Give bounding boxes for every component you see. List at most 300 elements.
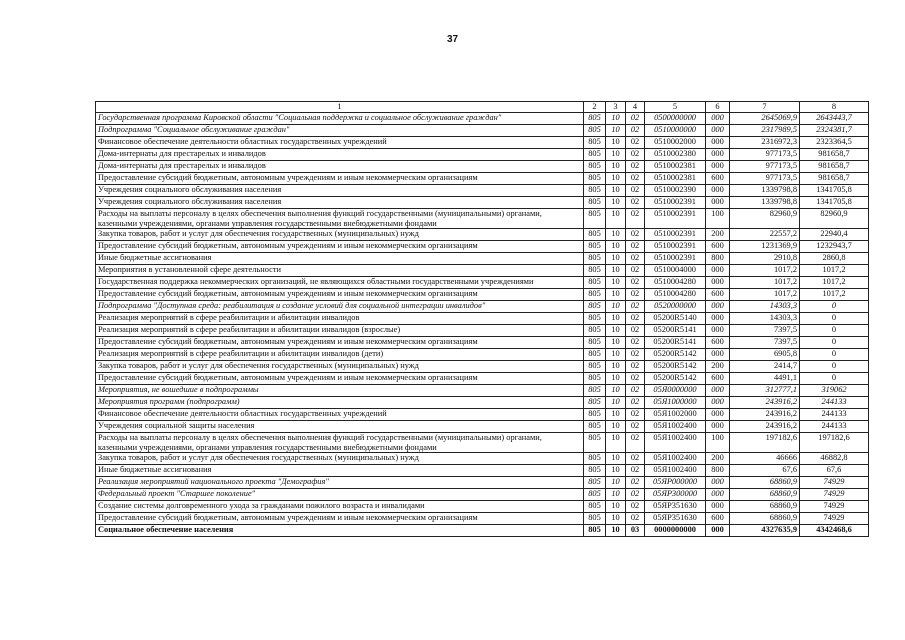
- table-row: [96, 241, 869, 253]
- table-row: [96, 173, 869, 185]
- column-header: 3: [606, 102, 626, 113]
- row-name-cell: Реализация мероприятий в сфере реабилитации и абилитации инвалидов: [96, 313, 584, 325]
- table-row: [96, 385, 869, 397]
- row-name-cell: Финансовое обеспечение деятельности областных государственных учреждений: [96, 409, 584, 421]
- row-name-cell: Предоставление субсидий бюджетным, автономным учреждениям и иным некоммерческим организациям: [96, 241, 584, 253]
- section-code-cell: 10: [606, 477, 626, 489]
- section-code-cell: 10: [606, 125, 626, 137]
- ministry-code-cell: 805: [584, 197, 606, 209]
- section-code-cell: 10: [606, 489, 626, 501]
- expense-type-cell: 100: [706, 209, 730, 229]
- target-article-cell: 0000000000: [645, 525, 706, 537]
- section-code-cell: 10: [606, 241, 626, 253]
- expense-type-cell: 200: [706, 229, 730, 241]
- amount-year2-cell: 2323364,5: [800, 137, 869, 149]
- row-name-cell: Федеральный проект "Старшее поколение": [96, 489, 584, 501]
- subsection-code-cell: 02: [626, 513, 645, 525]
- row-name-cell: Иные бюджетные ассигнования: [96, 253, 584, 265]
- amount-year1-cell: 4327635,9: [730, 525, 800, 537]
- subsection-code-cell: 02: [626, 137, 645, 149]
- target-article-cell: 05ЯP300000: [645, 489, 706, 501]
- subsection-code-cell: 02: [626, 197, 645, 209]
- subsection-code-cell: 02: [626, 161, 645, 173]
- target-article-cell: 0510004280: [645, 289, 706, 301]
- subsection-code-cell: 02: [626, 313, 645, 325]
- budget-table: [95, 101, 869, 537]
- target-article-cell: 05Я1002400: [645, 421, 706, 433]
- amount-year1-cell: 2316972,3: [730, 137, 800, 149]
- amount-year2-cell: 74929: [800, 477, 869, 489]
- ministry-code-cell: 805: [584, 313, 606, 325]
- amount-year1-cell: 977173,5: [730, 149, 800, 161]
- row-name-cell: Реализация мероприятий в сфере реабилитации и абилитации инвалидов (дети): [96, 349, 584, 361]
- amount-year2-cell: 2643443,7: [800, 113, 869, 125]
- subsection-code-cell: 02: [626, 277, 645, 289]
- expense-type-cell: 600: [706, 289, 730, 301]
- expense-type-cell: 000: [706, 265, 730, 277]
- row-name-cell: Дома-интернаты для престарелых и инвалидов: [96, 149, 584, 161]
- row-name-cell: Дома-интернаты для престарелых и инвалидов: [96, 161, 584, 173]
- amount-year2-cell: 1017,2: [800, 289, 869, 301]
- target-article-cell: 0510002381: [645, 173, 706, 185]
- amount-year2-cell: 22940,4: [800, 229, 869, 241]
- expense-type-cell: 000: [706, 277, 730, 289]
- ministry-code-cell: 805: [584, 465, 606, 477]
- table-row: [96, 421, 869, 433]
- table-row: [96, 161, 869, 173]
- expense-type-cell: 000: [706, 421, 730, 433]
- target-article-cell: 05ЯP000000: [645, 477, 706, 489]
- target-article-cell: 05200R5141: [645, 337, 706, 349]
- column-header: 5: [645, 102, 706, 113]
- target-article-cell: 0510002391: [645, 229, 706, 241]
- amount-year2-cell: 4342468,6: [800, 525, 869, 537]
- ministry-code-cell: 805: [584, 173, 606, 185]
- expense-type-cell: 000: [706, 525, 730, 537]
- subsection-code-cell: 02: [626, 421, 645, 433]
- target-article-cell: 05200R5140: [645, 313, 706, 325]
- target-article-cell: 0510002381: [645, 161, 706, 173]
- expense-type-cell: 200: [706, 453, 730, 465]
- amount-year2-cell: 197182,6: [800, 433, 869, 453]
- column-header: 4: [626, 102, 645, 113]
- target-article-cell: 0500000000: [645, 113, 706, 125]
- target-article-cell: 05200R5141: [645, 325, 706, 337]
- row-name-cell: Учреждения социального обслуживания населения: [96, 185, 584, 197]
- row-name-cell: Закупка товаров, работ и услуг для обеспечения государственных (муниципальных) нужд: [96, 361, 584, 373]
- target-article-cell: 0510004000: [645, 265, 706, 277]
- table-row: [96, 197, 869, 209]
- amount-year2-cell: 2324381,7: [800, 125, 869, 137]
- ministry-code-cell: 805: [584, 137, 606, 149]
- expense-type-cell: 600: [706, 337, 730, 349]
- row-name-cell: Подпрограмма "Социальное обслуживание граждан": [96, 125, 584, 137]
- subsection-code-cell: 02: [626, 185, 645, 197]
- amount-year2-cell: 0: [800, 313, 869, 325]
- amount-year2-cell: 1232943,7: [800, 241, 869, 253]
- subsection-code-cell: 02: [626, 301, 645, 313]
- amount-year2-cell: 0: [800, 337, 869, 349]
- subsection-code-cell: 02: [626, 149, 645, 161]
- table-row: [96, 229, 869, 241]
- subsection-code-cell: 03: [626, 525, 645, 537]
- amount-year2-cell: 0: [800, 361, 869, 373]
- section-code-cell: 10: [606, 453, 626, 465]
- amount-year2-cell: 981658,7: [800, 149, 869, 161]
- subsection-code-cell: 02: [626, 349, 645, 361]
- table-row: [96, 113, 869, 125]
- row-name-cell: Социальное обеспечение населения: [96, 525, 584, 537]
- amount-year1-cell: 1339798,8: [730, 197, 800, 209]
- expense-type-cell: 000: [706, 325, 730, 337]
- expense-type-cell: 000: [706, 397, 730, 409]
- amount-year1-cell: 68860,9: [730, 489, 800, 501]
- table-row: [96, 185, 869, 197]
- section-code-cell: 10: [606, 397, 626, 409]
- target-article-cell: 0510002000: [645, 137, 706, 149]
- subsection-code-cell: 02: [626, 113, 645, 125]
- amount-year2-cell: 1341705,8: [800, 197, 869, 209]
- amount-year1-cell: 46666: [730, 453, 800, 465]
- expense-type-cell: 800: [706, 465, 730, 477]
- row-name-cell: Создание системы долговременного ухода за гражданами пожилого возраста и инвалидами: [96, 501, 584, 513]
- amount-year1-cell: 14303,3: [730, 313, 800, 325]
- ministry-code-cell: 805: [584, 229, 606, 241]
- ministry-code-cell: 805: [584, 525, 606, 537]
- amount-year1-cell: 243916,2: [730, 421, 800, 433]
- amount-year2-cell: 82960,9: [800, 209, 869, 229]
- ministry-code-cell: 805: [584, 409, 606, 421]
- expense-type-cell: 000: [706, 477, 730, 489]
- ministry-code-cell: 805: [584, 289, 606, 301]
- subsection-code-cell: 02: [626, 385, 645, 397]
- section-code-cell: 10: [606, 421, 626, 433]
- amount-year2-cell: 981658,7: [800, 161, 869, 173]
- subsection-code-cell: 02: [626, 265, 645, 277]
- expense-type-cell: 000: [706, 113, 730, 125]
- ministry-code-cell: 805: [584, 513, 606, 525]
- amount-year1-cell: 14303,3: [730, 301, 800, 313]
- table-row: [96, 501, 869, 513]
- amount-year1-cell: 67,6: [730, 465, 800, 477]
- row-name-cell: Реализация мероприятий в сфере реабилитации и абилитации инвалидов (взрослые): [96, 325, 584, 337]
- amount-year1-cell: 68860,9: [730, 513, 800, 525]
- subsection-code-cell: 02: [626, 433, 645, 453]
- target-article-cell: 0510002391: [645, 241, 706, 253]
- amount-year2-cell: 244133: [800, 421, 869, 433]
- row-name-cell: Реализация мероприятий национального проекта "Демография": [96, 477, 584, 489]
- amount-year2-cell: 244133: [800, 397, 869, 409]
- amount-year2-cell: 0: [800, 349, 869, 361]
- subsection-code-cell: 02: [626, 409, 645, 421]
- expense-type-cell: 600: [706, 373, 730, 385]
- expense-type-cell: 000: [706, 501, 730, 513]
- ministry-code-cell: 805: [584, 501, 606, 513]
- column-header: 6: [706, 102, 730, 113]
- expense-type-cell: 000: [706, 313, 730, 325]
- section-code-cell: 10: [606, 361, 626, 373]
- amount-year2-cell: 1341705,8: [800, 185, 869, 197]
- expense-type-cell: 000: [706, 149, 730, 161]
- table-row: [96, 397, 869, 409]
- subsection-code-cell: 02: [626, 453, 645, 465]
- section-code-cell: 10: [606, 185, 626, 197]
- ministry-code-cell: 805: [584, 277, 606, 289]
- ministry-code-cell: 805: [584, 397, 606, 409]
- target-article-cell: 05200R5142: [645, 373, 706, 385]
- table-row: [96, 361, 869, 373]
- expense-type-cell: 600: [706, 173, 730, 185]
- section-code-cell: 10: [606, 253, 626, 265]
- expense-type-cell: 600: [706, 241, 730, 253]
- section-code-cell: 10: [606, 265, 626, 277]
- table-row: [96, 349, 869, 361]
- amount-year1-cell: 243916,2: [730, 409, 800, 421]
- target-article-cell: 0510000000: [645, 125, 706, 137]
- amount-year2-cell: 1017,2: [800, 265, 869, 277]
- amount-year2-cell: 74929: [800, 513, 869, 525]
- subsection-code-cell: 02: [626, 253, 645, 265]
- table-row: [96, 433, 869, 453]
- target-article-cell: 05Я1002400: [645, 433, 706, 453]
- subsection-code-cell: 02: [626, 289, 645, 301]
- row-name-cell: Расходы на выплаты персоналу в целях обеспечения выполнения функций государственными (муниципальными) органами, казенными учреждениями, органами управления государственными внебюджетными фондами: [96, 433, 584, 453]
- column-header: 1: [96, 102, 584, 113]
- table-row: [96, 277, 869, 289]
- expense-type-cell: 000: [706, 185, 730, 197]
- amount-year1-cell: 1017,2: [730, 277, 800, 289]
- table-header-row: [96, 102, 869, 113]
- subsection-code-cell: 02: [626, 241, 645, 253]
- ministry-code-cell: 805: [584, 253, 606, 265]
- section-code-cell: 10: [606, 501, 626, 513]
- amount-year2-cell: 0: [800, 301, 869, 313]
- amount-year1-cell: 4491,1: [730, 373, 800, 385]
- section-code-cell: 10: [606, 513, 626, 525]
- table-row: [96, 125, 869, 137]
- section-code-cell: 10: [606, 277, 626, 289]
- amount-year2-cell: 981658,7: [800, 173, 869, 185]
- table-row: [96, 465, 869, 477]
- section-code-cell: 10: [606, 465, 626, 477]
- table-row: [96, 149, 869, 161]
- expense-type-cell: 000: [706, 301, 730, 313]
- section-code-cell: 10: [606, 409, 626, 421]
- table-row: [96, 209, 869, 229]
- amount-year1-cell: 243916,2: [730, 397, 800, 409]
- amount-year1-cell: 2910,8: [730, 253, 800, 265]
- target-article-cell: 05Я1002400: [645, 453, 706, 465]
- table-row: [96, 477, 869, 489]
- amount-year1-cell: 1017,2: [730, 265, 800, 277]
- target-article-cell: 05Я1002000: [645, 409, 706, 421]
- subsection-code-cell: 02: [626, 125, 645, 137]
- subsection-code-cell: 02: [626, 337, 645, 349]
- table-row: [96, 137, 869, 149]
- row-name-cell: Учреждения социальной защиты населения: [96, 421, 584, 433]
- ministry-code-cell: 805: [584, 373, 606, 385]
- section-code-cell: 10: [606, 149, 626, 161]
- target-article-cell: 05200R5142: [645, 361, 706, 373]
- section-code-cell: 10: [606, 301, 626, 313]
- amount-year1-cell: 977173,5: [730, 161, 800, 173]
- subsection-code-cell: 02: [626, 209, 645, 229]
- ministry-code-cell: 805: [584, 433, 606, 453]
- column-header: 7: [730, 102, 800, 113]
- target-article-cell: 0510002391: [645, 197, 706, 209]
- ministry-code-cell: 805: [584, 185, 606, 197]
- ministry-code-cell: 805: [584, 241, 606, 253]
- ministry-code-cell: 805: [584, 149, 606, 161]
- amount-year2-cell: 2860,8: [800, 253, 869, 265]
- ministry-code-cell: 805: [584, 477, 606, 489]
- table-row: [96, 373, 869, 385]
- expense-type-cell: 100: [706, 433, 730, 453]
- target-article-cell: 05200R5142: [645, 349, 706, 361]
- section-code-cell: 10: [606, 289, 626, 301]
- amount-year1-cell: 7397,5: [730, 337, 800, 349]
- expense-type-cell: 000: [706, 489, 730, 501]
- table-row: [96, 253, 869, 265]
- page-number: 37: [446, 34, 459, 45]
- table-body: [96, 113, 869, 537]
- row-name-cell: Государственная поддержка некоммерческих организаций, не являющихся областными государственными учреждениями: [96, 277, 584, 289]
- expense-type-cell: 000: [706, 137, 730, 149]
- amount-year1-cell: 2317989,5: [730, 125, 800, 137]
- row-name-cell: Иные бюджетные ассигнования: [96, 465, 584, 477]
- table-row: [96, 409, 869, 421]
- subsection-code-cell: 02: [626, 229, 645, 241]
- row-name-cell: Закупка товаров, работ и услуг для обеспечения государственных (муниципальных) нужд: [96, 453, 584, 465]
- subsection-code-cell: 02: [626, 489, 645, 501]
- table-row: [96, 453, 869, 465]
- expense-type-cell: 000: [706, 409, 730, 421]
- target-article-cell: 05ЯP351630: [645, 513, 706, 525]
- expense-type-cell: 000: [706, 197, 730, 209]
- ministry-code-cell: 805: [584, 209, 606, 229]
- table-row: [96, 525, 869, 537]
- column-header: 8: [800, 102, 869, 113]
- row-name-cell: Финансовое обеспечение деятельности областных государственных учреждений: [96, 137, 584, 149]
- section-code-cell: 10: [606, 173, 626, 185]
- subsection-code-cell: 02: [626, 361, 645, 373]
- amount-year1-cell: 197182,6: [730, 433, 800, 453]
- amount-year1-cell: 22557,2: [730, 229, 800, 241]
- amount-year2-cell: 244133: [800, 409, 869, 421]
- target-article-cell: 0510002391: [645, 209, 706, 229]
- row-name-cell: Подпрограмма "Доступная среда: реабилитация и создание условий для социальной интеграции инвалидов": [96, 301, 584, 313]
- section-code-cell: 10: [606, 433, 626, 453]
- amount-year2-cell: 67,6: [800, 465, 869, 477]
- amount-year1-cell: 82960,9: [730, 209, 800, 229]
- amount-year1-cell: 977173,5: [730, 173, 800, 185]
- amount-year1-cell: 1017,2: [730, 289, 800, 301]
- expense-type-cell: 600: [706, 513, 730, 525]
- row-name-cell: Предоставление субсидий бюджетным, автономным учреждениям и иным некоммерческим организациям: [96, 373, 584, 385]
- target-article-cell: 05Я0000000: [645, 385, 706, 397]
- expense-type-cell: 000: [706, 349, 730, 361]
- amount-year1-cell: 312777,1: [730, 385, 800, 397]
- row-name-cell: Расходы на выплаты персоналу в целях обеспечения выполнения функций государственными (муниципальными) органами, казенными учреждениями, органами управления государственными внебюджетными фондами: [96, 209, 584, 229]
- table-row: [96, 301, 869, 313]
- row-name-cell: Предоставление субсидий бюджетным, автономным учреждениям и иным некоммерческим организациям: [96, 289, 584, 301]
- amount-year1-cell: 6905,8: [730, 349, 800, 361]
- ministry-code-cell: 805: [584, 125, 606, 137]
- section-code-cell: 10: [606, 113, 626, 125]
- target-article-cell: 0510002390: [645, 185, 706, 197]
- expense-type-cell: 200: [706, 361, 730, 373]
- amount-year1-cell: 1231369,9: [730, 241, 800, 253]
- row-name-cell: Мероприятия, не вошедшие в подпрограммы: [96, 385, 584, 397]
- table-row: [96, 337, 869, 349]
- subsection-code-cell: 02: [626, 173, 645, 185]
- subsection-code-cell: 02: [626, 397, 645, 409]
- row-name-cell: Государственная программа Кировской области "Социальная поддержка и социальное обслуживание граждан": [96, 113, 584, 125]
- section-code-cell: 10: [606, 349, 626, 361]
- amount-year2-cell: 74929: [800, 489, 869, 501]
- ministry-code-cell: 805: [584, 385, 606, 397]
- amount-year2-cell: 46882,8: [800, 453, 869, 465]
- row-name-cell: Мероприятия программ (подпрограмм): [96, 397, 584, 409]
- amount-year2-cell: 0: [800, 373, 869, 385]
- table-row: [96, 489, 869, 501]
- section-code-cell: 10: [606, 325, 626, 337]
- table-row: [96, 313, 869, 325]
- target-article-cell: 05Я1002400: [645, 465, 706, 477]
- subsection-code-cell: 02: [626, 373, 645, 385]
- expense-type-cell: 000: [706, 125, 730, 137]
- target-article-cell: 0520000000: [645, 301, 706, 313]
- amount-year1-cell: 7397,5: [730, 325, 800, 337]
- section-code-cell: 10: [606, 209, 626, 229]
- section-code-cell: 10: [606, 197, 626, 209]
- subsection-code-cell: 02: [626, 501, 645, 513]
- amount-year2-cell: 0: [800, 325, 869, 337]
- ministry-code-cell: 805: [584, 325, 606, 337]
- ministry-code-cell: 805: [584, 113, 606, 125]
- ministry-code-cell: 805: [584, 337, 606, 349]
- table-row: [96, 325, 869, 337]
- amount-year1-cell: 68860,9: [730, 501, 800, 513]
- section-code-cell: 10: [606, 337, 626, 349]
- ministry-code-cell: 805: [584, 489, 606, 501]
- table-row: [96, 513, 869, 525]
- row-name-cell: Мероприятия в установленной сфере деятельности: [96, 265, 584, 277]
- ministry-code-cell: 805: [584, 265, 606, 277]
- target-article-cell: 05Я1000000: [645, 397, 706, 409]
- expense-type-cell: 000: [706, 161, 730, 173]
- section-code-cell: 10: [606, 137, 626, 149]
- row-name-cell: Закупка товаров, работ и услуг для обеспечения государственных (муниципальных) нужд: [96, 229, 584, 241]
- ministry-code-cell: 805: [584, 161, 606, 173]
- expense-type-cell: 800: [706, 253, 730, 265]
- ministry-code-cell: 805: [584, 453, 606, 465]
- amount-year2-cell: 74929: [800, 501, 869, 513]
- amount-year2-cell: 319062: [800, 385, 869, 397]
- ministry-code-cell: 805: [584, 421, 606, 433]
- section-code-cell: 10: [606, 373, 626, 385]
- amount-year1-cell: 2414,7: [730, 361, 800, 373]
- target-article-cell: 0510002391: [645, 253, 706, 265]
- amount-year1-cell: 1339798,8: [730, 185, 800, 197]
- section-code-cell: 10: [606, 525, 626, 537]
- subsection-code-cell: 02: [626, 465, 645, 477]
- expense-type-cell: 000: [706, 385, 730, 397]
- amount-year1-cell: 2645069,9: [730, 113, 800, 125]
- target-article-cell: 0510002380: [645, 149, 706, 161]
- column-header: 2: [584, 102, 606, 113]
- row-name-cell: Предоставление субсидий бюджетным, автономным учреждениям и иным некоммерческим организациям: [96, 173, 584, 185]
